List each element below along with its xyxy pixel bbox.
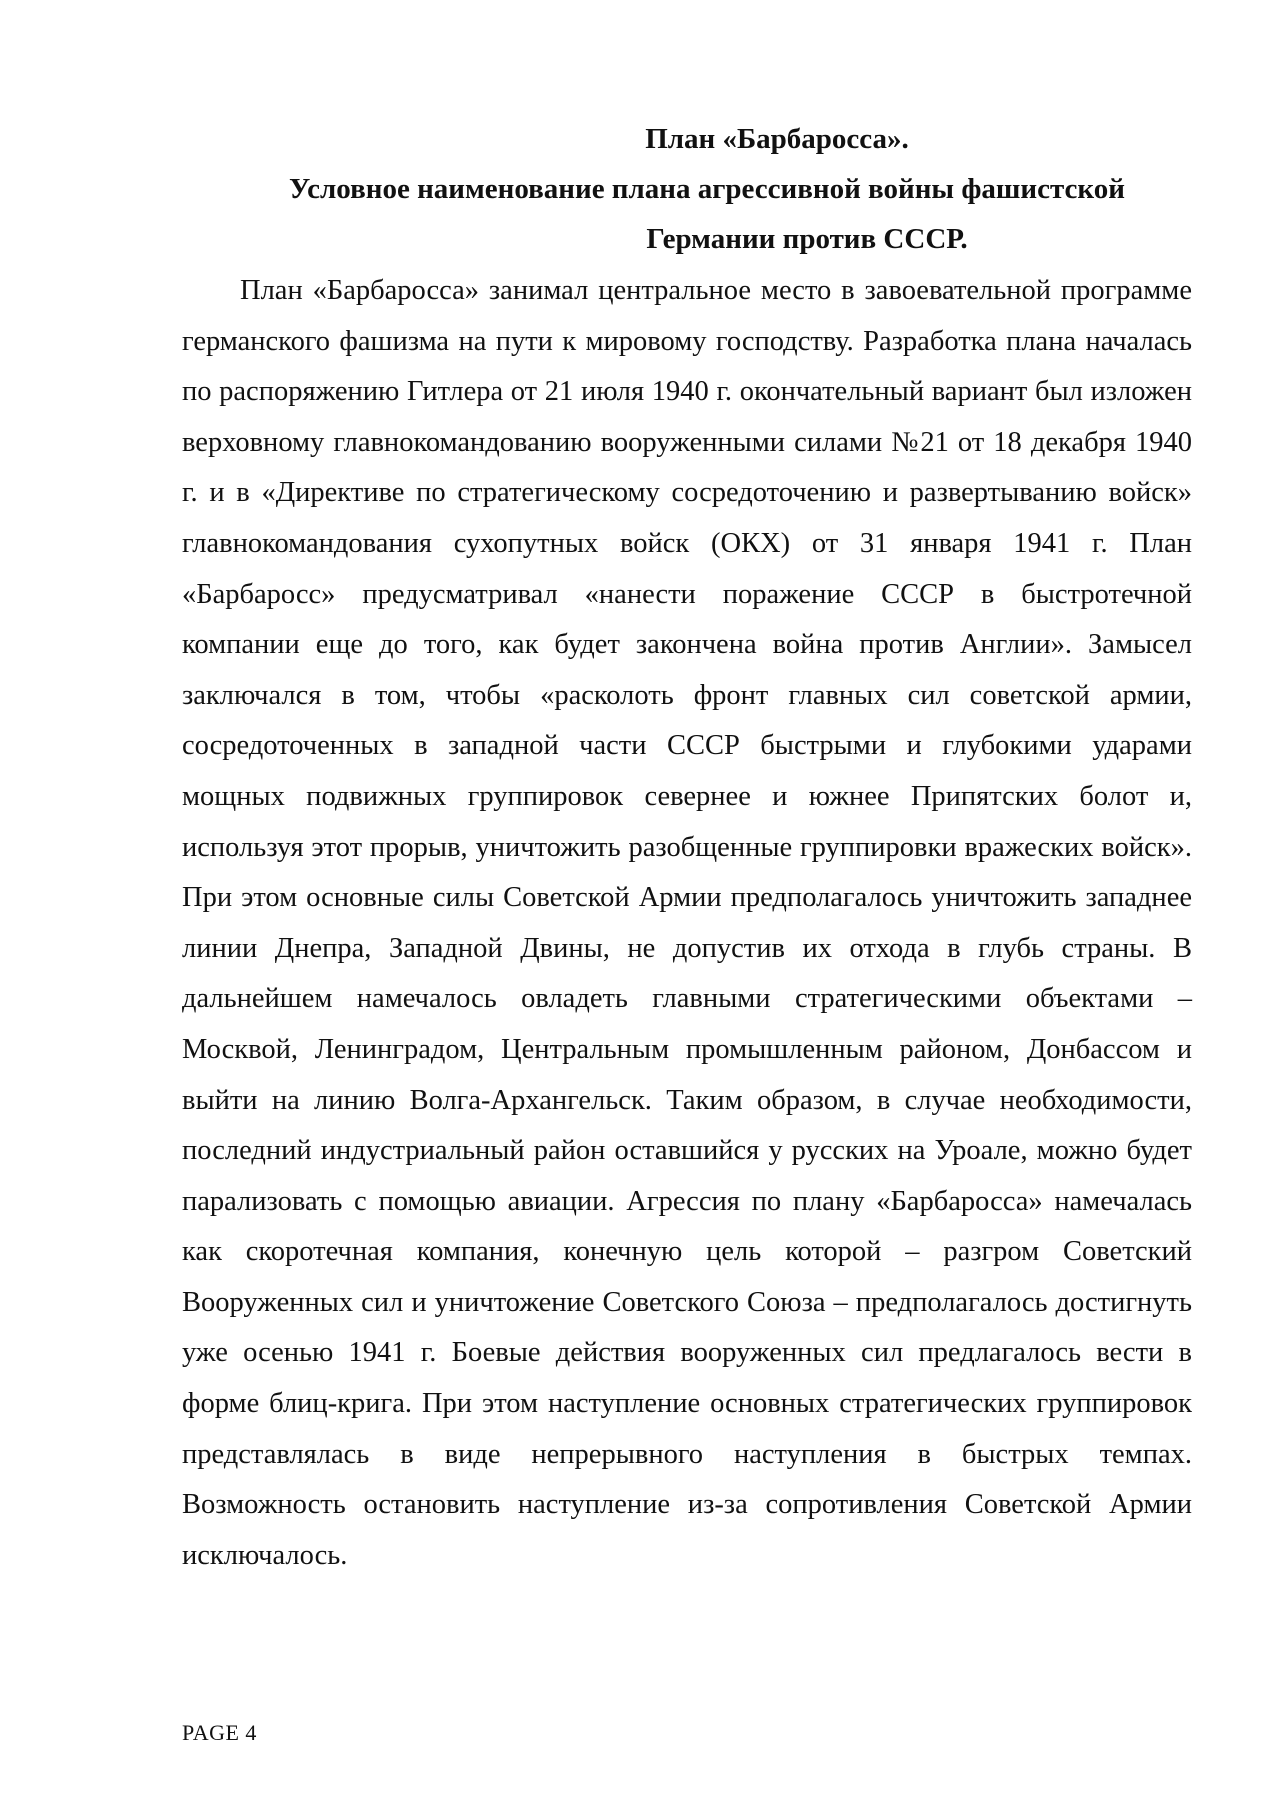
document-subtitle-line-2: Германии против СССР. bbox=[646, 223, 968, 255]
body-paragraph: План «Барбаросса» занимал центральное место в завоевательной программе германского фашизма на пути к мировому господству. Разработка плана началась по распоряжению Гитлера от 21 июля 1940 г. окончательный вариант был изложен верховному главнокомандованию вооруженными силами №21 от 18 декабря 1940 г. и в «Директиве по стратегическому сосредоточению и развертыванию войск» главнокомандования сухопутных войск (ОКХ) от 31 января 1941 г. План «Барбаросс» предусматривал «нанести поражение СССР в быстротечной компании еще до того, как будет закончена война против Англии». Замысел заключался в том, чтобы «расколоть фронт главных сил советской армии, сосредоточенных в западной части СССР быстрыми и глубокими ударами мощных подвижных группировок севернее и южнее Припятских болот и, используя этот прорыв, уничтожить разобщенные группировки вражеских войск». При этом основные силы Советской Армии предполагалось уничтожить западнее линии Днепра, Западной Двины, не допустив их отхода в глубь страны. В дальнейшем намечалось овладеть главными стратегическими объектами – Москвой, Ленинградом, Центральным промышленным районом, Донбассом и выйти на линию Волга-Архангельск. Таким образом, в случае необходимости, последний индустриальный район оставшийся у русских на Уроале, можно будет парализовать с помощью авиации. Агрессия по плану «Барбаросса» намечалась как скоротечная компания, конечную цель которой – разгром Советский Вооруженных сил и уничтожение Советского Союза – предполагалось достигнуть уже осенью 1941 г. Боевые действия вооруженных сил предлагалось вести в форме блиц-крига. При этом наступление основных стратегических группировок представлялась в виде непрерывного наступления в быстрых темпах. Возможность остановить наступление из-за сопротивления Советской Армии исключалось. bbox=[182, 275, 1192, 1571]
document-body bbox=[182, 266, 1192, 1581]
document-heading bbox=[182, 114, 1192, 264]
document-title: План «Барбаросса». bbox=[645, 123, 909, 155]
page-footer: PAGE 4 bbox=[182, 1720, 257, 1745]
document-subtitle-line-1: Условное наименование плана агрессивной войны фашистской bbox=[289, 173, 1125, 205]
